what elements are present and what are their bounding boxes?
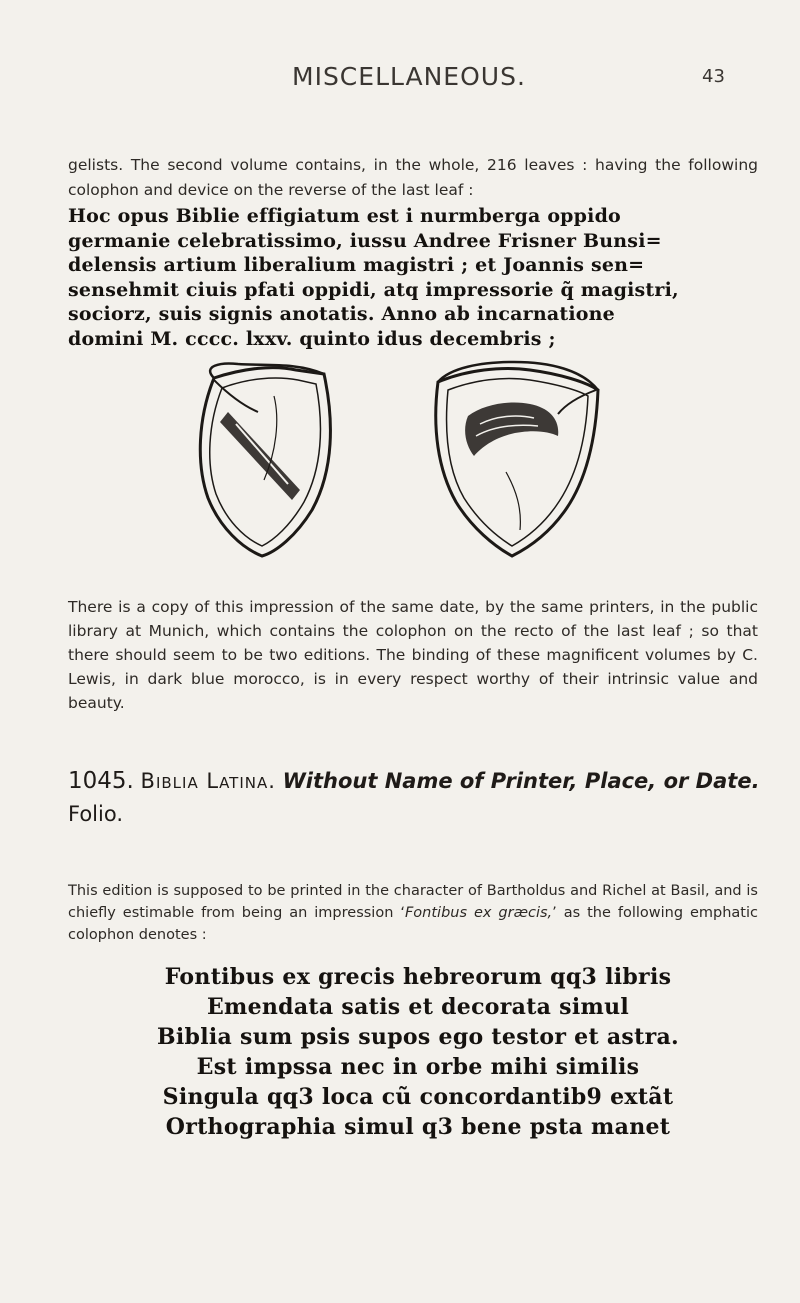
colophon-line: Est impssa nec in orbe mihi similis — [196, 1054, 640, 1080]
paragraph-munich-copy: There is a copy of this impression of the same date, by the same printers, in the public library at Munich, which contains the colophon on the recto of the last leaf ; so that there should seem to be two editions. The binding of these magnificent volumes by C. Lewis, in dark blue morocco, is in every respect worthy of their intrinsic value and beauty. — [68, 598, 758, 712]
running-head — [62, 62, 800, 102]
colophon-line: Biblia sum psis supos ego testor et astra. — [156, 1024, 679, 1050]
colophon-first — [68, 204, 768, 351]
running-title: MISCELLANEOUS. — [292, 62, 526, 91]
entry-title: Biblia Latina. — [140, 769, 276, 793]
colophon-line: Hoc opus Biblie effigiatum est i nurmberga oppido — [68, 205, 621, 227]
shield-left-icon — [184, 360, 384, 560]
shield-right-icon — [410, 360, 610, 560]
paragraph-text: ’ as the following emphatic colophon denotes : — [68, 905, 758, 943]
entry-italic-title: Without Name of Printer, Place, or Date. — [282, 769, 760, 793]
colophon-line: Emendata satis et decorata simul — [206, 994, 630, 1020]
paragraph-text: This edition is supposed to be printed in the character of Bartholdus and Richel at Basil, and is chiefly estimable from being an impression ‘ — [68, 883, 758, 921]
colophon-second — [68, 962, 768, 1142]
colophon-line: domini M. cccc. lxxv. quinto idus decembris ; — [68, 327, 556, 350]
paragraph-basil-edition — [68, 880, 758, 946]
colophon-line: Singula qq3 loca cũ concordantib9 extãt — [162, 1084, 674, 1110]
paragraph-intro: gelists. The second volume contains, in the whole, 216 leaves : having the following colophon and device on the reverse of the last leaf : — [68, 156, 758, 199]
colophon-line: Orthographia simul q3 bene psta manet — [165, 1114, 671, 1140]
colophon-line: sensehmit ciuis pfati oppidi, atq impressorie q̃ magistri, — [68, 278, 679, 301]
colophon-line: sociorz, suis signis anotatis. Anno ab incarnatione — [68, 303, 615, 325]
printer-device-left-shield — [184, 360, 384, 560]
colophon-line: Fontibus ex grecis hebreorum qq3 libris — [164, 964, 672, 990]
colophon-line: germanie celebratissimo, iussu Andree Frisner Bunsi= — [68, 229, 662, 252]
entry-heading — [68, 765, 768, 831]
entry-number: 1045. — [68, 768, 134, 794]
colophon-line: delensis artium liberalium magistri ; et Joannis sen= — [68, 254, 645, 276]
paragraph-italic-text: Fontibus ex græcis, — [404, 905, 553, 921]
page-number: 43 — [702, 66, 725, 87]
printer-device-right-shield — [410, 360, 610, 560]
entry-format: Folio. — [68, 802, 124, 826]
